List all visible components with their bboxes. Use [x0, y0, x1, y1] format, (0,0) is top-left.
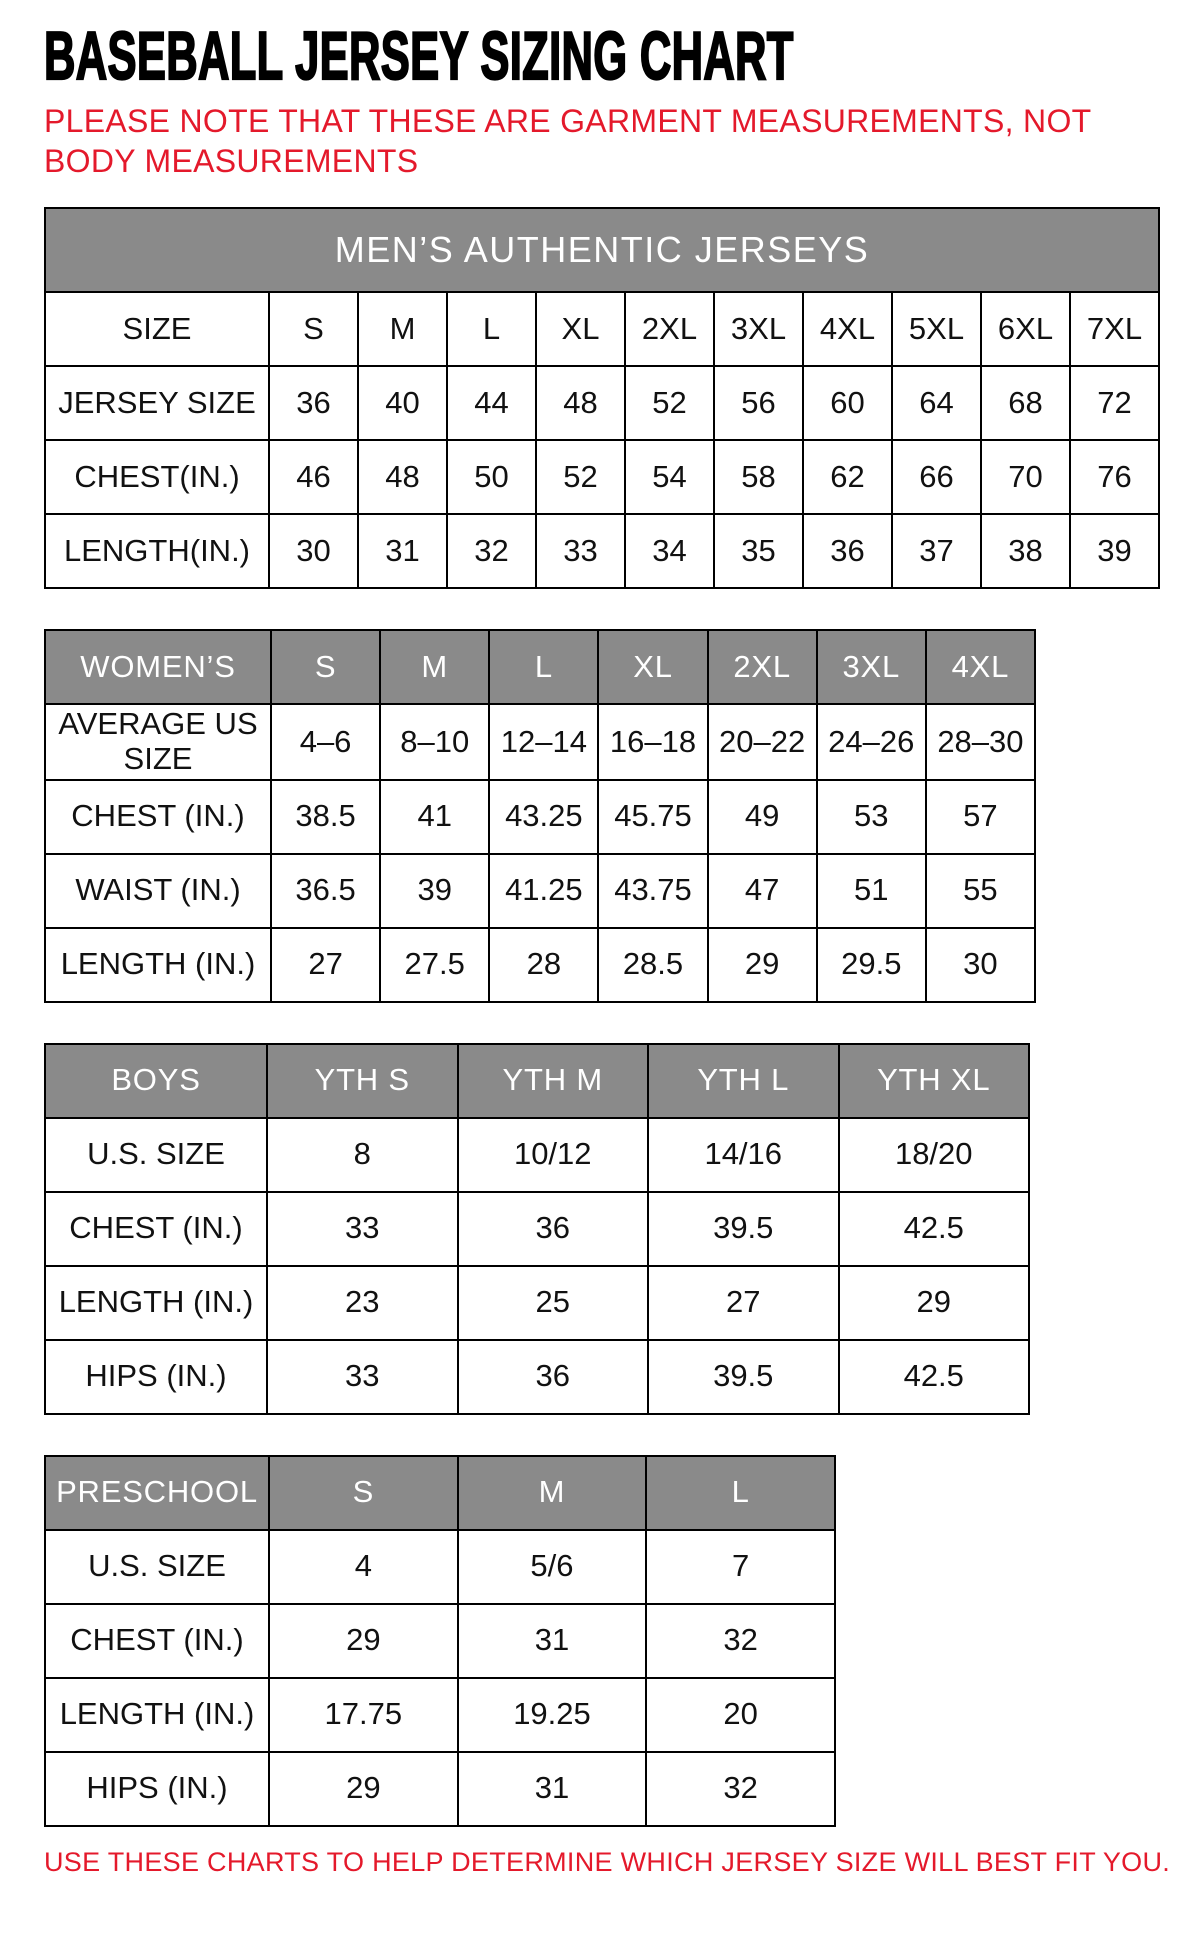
value-cell: 4	[269, 1530, 458, 1604]
value-cell: 7XL	[1070, 292, 1159, 366]
value-cell: 43.75	[598, 854, 707, 928]
value-cell: 70	[981, 440, 1070, 514]
preschool-table	[44, 1455, 836, 1827]
table-row	[45, 854, 1035, 928]
value-cell: 25	[458, 1266, 649, 1340]
value-cell: 45.75	[598, 780, 707, 854]
value-cell: 30	[926, 928, 1035, 1002]
value-cell: 8–10	[380, 704, 489, 779]
table-row	[45, 1118, 1029, 1192]
value-cell: 53	[817, 780, 926, 854]
row-label-cell: WAIST (IN.)	[45, 854, 271, 928]
value-cell: 49	[708, 780, 817, 854]
column-header-cell: M	[458, 1456, 647, 1530]
value-cell: 39	[380, 854, 489, 928]
value-cell: 30	[269, 514, 358, 588]
value-cell: 29	[269, 1604, 458, 1678]
mens-table	[44, 207, 1160, 589]
row-label-cell: CHEST (IN.)	[45, 1604, 269, 1678]
table-title-cell: WOMEN’S	[45, 630, 271, 704]
value-cell: 23	[267, 1266, 458, 1340]
value-cell: 6XL	[981, 292, 1070, 366]
value-cell: 60	[803, 366, 892, 440]
row-label-cell: LENGTH (IN.)	[45, 928, 271, 1002]
value-cell: XL	[536, 292, 625, 366]
table-title-cell: PRESCHOOL	[45, 1456, 269, 1530]
value-cell: 68	[981, 366, 1070, 440]
value-cell: 54	[625, 440, 714, 514]
value-cell: 24–26	[817, 704, 926, 779]
value-cell: 31	[358, 514, 447, 588]
column-header-cell: 2XL	[708, 630, 817, 704]
row-label-cell: LENGTH (IN.)	[45, 1266, 267, 1340]
value-cell: 34	[625, 514, 714, 588]
value-cell: 46	[269, 440, 358, 514]
value-cell: 55	[926, 854, 1035, 928]
table-row	[45, 1752, 835, 1826]
value-cell: 27.5	[380, 928, 489, 1002]
table-row	[45, 292, 1159, 366]
value-cell: 72	[1070, 366, 1159, 440]
table-row	[45, 514, 1159, 588]
column-header-cell: M	[380, 630, 489, 704]
page-title: BASEBALL JERSEY SIZING CHART	[44, 18, 794, 94]
row-label-cell: CHEST (IN.)	[45, 1192, 267, 1266]
column-header-cell: YTH S	[267, 1044, 458, 1118]
value-cell: 19.25	[458, 1678, 647, 1752]
boys-header-row	[45, 1044, 1029, 1118]
value-cell: 47	[708, 854, 817, 928]
value-cell: 66	[892, 440, 981, 514]
value-cell: 20–22	[708, 704, 817, 779]
value-cell: S	[269, 292, 358, 366]
mens-banner-header: MEN’S AUTHENTIC JERSEYS	[45, 208, 1159, 292]
value-cell: 62	[803, 440, 892, 514]
row-label-cell: U.S. SIZE	[45, 1530, 269, 1604]
womens-header-row	[45, 630, 1035, 704]
row-label-cell: LENGTH (IN.)	[45, 1678, 269, 1752]
value-cell: 36	[458, 1340, 649, 1414]
value-cell: 38.5	[271, 780, 380, 854]
value-cell: 29	[839, 1266, 1030, 1340]
page-header	[44, 18, 1160, 181]
value-cell: 52	[625, 366, 714, 440]
value-cell: 40	[358, 366, 447, 440]
preschool-sizing-table	[44, 1455, 1160, 1827]
value-cell: 12–14	[489, 704, 598, 779]
value-cell: 16–18	[598, 704, 707, 779]
table-row	[45, 1678, 835, 1752]
womens-table	[44, 629, 1036, 1002]
value-cell: 57	[926, 780, 1035, 854]
value-cell: 32	[447, 514, 536, 588]
value-cell: 10/12	[458, 1118, 649, 1192]
value-cell: 28–30	[926, 704, 1035, 779]
value-cell: 29.5	[817, 928, 926, 1002]
value-cell: 3XL	[714, 292, 803, 366]
value-cell: 39	[1070, 514, 1159, 588]
value-cell: 33	[267, 1340, 458, 1414]
table-row	[45, 704, 1035, 779]
value-cell: 27	[271, 928, 380, 1002]
sizing-tables	[44, 207, 1160, 1826]
value-cell: 2XL	[625, 292, 714, 366]
fit-advice-note: USE THESE CHARTS TO HELP DETERMINE WHICH JERSEY SIZE WILL BEST FIT YOU.	[44, 1846, 1171, 1877]
value-cell: 36	[803, 514, 892, 588]
row-label-cell: JERSEY SIZE	[45, 366, 269, 440]
value-cell: 42.5	[839, 1192, 1030, 1266]
value-cell: 35	[714, 514, 803, 588]
column-header-cell: YTH M	[458, 1044, 649, 1118]
column-header-cell: S	[271, 630, 380, 704]
column-header-cell: L	[646, 1456, 835, 1530]
garment-measurement-note: PLEASE NOTE THAT THESE ARE GARMENT MEASUREMENTS, NOT BODY MEASUREMENTS	[44, 103, 1091, 179]
column-header-cell: YTH XL	[839, 1044, 1030, 1118]
value-cell: 36.5	[271, 854, 380, 928]
preschool-header-row	[45, 1456, 835, 1530]
column-header-cell: 3XL	[817, 630, 926, 704]
table-row	[45, 780, 1035, 854]
row-label-cell: HIPS (IN.)	[45, 1752, 269, 1826]
table-row	[45, 1340, 1029, 1414]
row-label-cell: SIZE	[45, 292, 269, 366]
table-row	[45, 1266, 1029, 1340]
table-row	[45, 1530, 835, 1604]
value-cell: 20	[646, 1678, 835, 1752]
value-cell: 39.5	[648, 1192, 839, 1266]
value-cell: 48	[536, 366, 625, 440]
value-cell: 5XL	[892, 292, 981, 366]
value-cell: 4–6	[271, 704, 380, 779]
value-cell: L	[447, 292, 536, 366]
value-cell: 8	[267, 1118, 458, 1192]
value-cell: 38	[981, 514, 1070, 588]
value-cell: 31	[458, 1752, 647, 1826]
value-cell: 56	[714, 366, 803, 440]
value-cell: 37	[892, 514, 981, 588]
value-cell: 29	[708, 928, 817, 1002]
value-cell: 41	[380, 780, 489, 854]
table-row	[45, 1604, 835, 1678]
value-cell: 7	[646, 1530, 835, 1604]
column-header-cell: L	[489, 630, 598, 704]
table-title-cell: BOYS	[45, 1044, 267, 1118]
value-cell: 4XL	[803, 292, 892, 366]
womens-sizing-table	[44, 629, 1160, 1002]
value-cell: 36	[458, 1192, 649, 1266]
value-cell: 32	[646, 1752, 835, 1826]
value-cell: 76	[1070, 440, 1159, 514]
table-row	[45, 928, 1035, 1002]
column-header-cell: S	[269, 1456, 458, 1530]
value-cell: 51	[817, 854, 926, 928]
value-cell: 28	[489, 928, 598, 1002]
value-cell: 58	[714, 440, 803, 514]
value-cell: 64	[892, 366, 981, 440]
value-cell: 27	[648, 1266, 839, 1340]
value-cell: 48	[358, 440, 447, 514]
table-row	[45, 440, 1159, 514]
value-cell: 43.25	[489, 780, 598, 854]
value-cell: 31	[458, 1604, 647, 1678]
value-cell: 28.5	[598, 928, 707, 1002]
mens-sizing-table	[44, 207, 1160, 589]
value-cell: 33	[536, 514, 625, 588]
value-cell: 52	[536, 440, 625, 514]
table-row	[45, 366, 1159, 440]
table-row	[45, 1192, 1029, 1266]
value-cell: 39.5	[648, 1340, 839, 1414]
boys-table	[44, 1043, 1030, 1415]
column-header-cell: XL	[598, 630, 707, 704]
value-cell: 50	[447, 440, 536, 514]
row-label-cell: AVERAGE US SIZE	[45, 704, 271, 779]
row-label-cell: LENGTH(IN.)	[45, 514, 269, 588]
value-cell: 41.25	[489, 854, 598, 928]
row-label-cell: U.S. SIZE	[45, 1118, 267, 1192]
value-cell: 44	[447, 366, 536, 440]
value-cell: 33	[267, 1192, 458, 1266]
value-cell: 36	[269, 366, 358, 440]
value-cell: 5/6	[458, 1530, 647, 1604]
column-header-cell: 4XL	[926, 630, 1035, 704]
value-cell: 32	[646, 1604, 835, 1678]
row-label-cell: CHEST(IN.)	[45, 440, 269, 514]
boys-sizing-table	[44, 1043, 1160, 1415]
column-header-cell: YTH L	[648, 1044, 839, 1118]
value-cell: 14/16	[648, 1118, 839, 1192]
row-label-cell: HIPS (IN.)	[45, 1340, 267, 1414]
value-cell: 18/20	[839, 1118, 1030, 1192]
row-label-cell: CHEST (IN.)	[45, 780, 271, 854]
value-cell: 17.75	[269, 1678, 458, 1752]
value-cell: 29	[269, 1752, 458, 1826]
value-cell: M	[358, 292, 447, 366]
value-cell: 42.5	[839, 1340, 1030, 1414]
